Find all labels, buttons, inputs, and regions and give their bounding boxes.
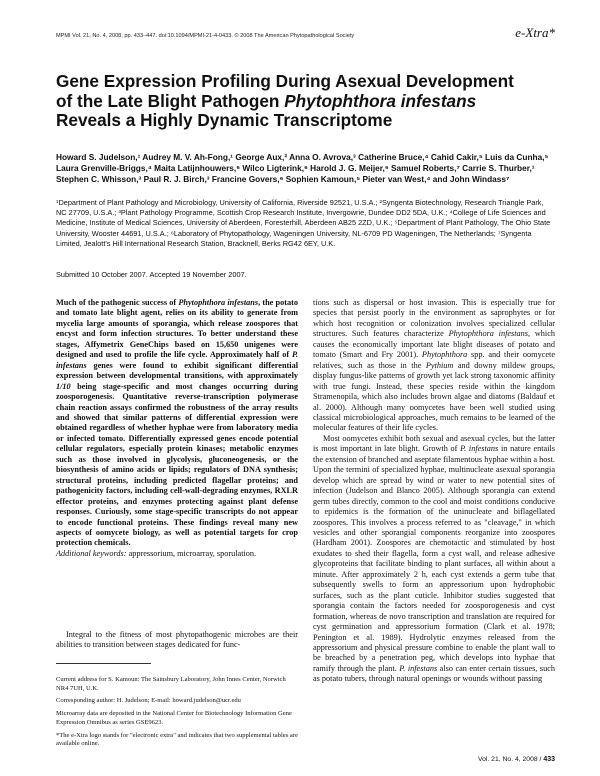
author-list: Howard S. Judelson,¹ Audrey M. V. Ah-Fong,¹ George Aux,² Anna O. Avrova,³ Catherine Bruce,⁴ Cahid Cakir,⁵ Luis da Cunha,⁵ Laura Grenville-Briggs,⁴ Maita Latijnhouwers,⁶ Wilco Ligterink,⁶ Harold J. G. Meijer,⁶ Samuel Roberts,⁷ Carrie S. Thurber,¹ Stephen C. Whisson,³ Paul R. J. Birch,³ Francine Govers,⁶ Sophien Kamoun,⁵ Pieter van West,⁴ and John Windass⁷ <box>56 152 549 185</box>
title-line-3: Reveals a Highly Dynamic Transcriptome <box>56 110 393 130</box>
page-number: 433 <box>543 756 555 763</box>
submission-dates: Submitted 10 October 2007. Accepted 19 November 2007. <box>56 270 247 279</box>
data-deposit-note: Microarray data are deposited in the National Center for Biotechnology Information Gene Expression Omnibus as series GSE9623. <box>56 710 292 726</box>
keywords: Additional keywords: appressorium, microarray, sporulation. <box>56 548 257 558</box>
e-xtra-logo: e-Xtra* <box>515 25 555 40</box>
article-title <box>56 72 556 131</box>
body-paragraph-2: Most oomycetes exhibit both sexual and asexual cycles, but the latter is most important in late blight. Growth of P. infestans in nature entails the extension of branched and aseptate filamentous hyphae within a host. Upon the termini of specialized hyphae, multinucleate asexual sporangia develop which are spread by wind or water to new potential sites of infection (Judelson and Blanco 2005). Although sporangia can extend germ tubes directly, common to the cool and moist conditions conducive to epidemics is the formation of the uninucleate and biflagellated zoospores. This involves a process referred to as "cleavage," in which vesicles and other sporangial components reorganize into zoospores (Hardham 2001). Zoospores are chemotactic and stimulated by host exudates to shed their flagella, form a cyst wall, and release adhesive glycoproteins that facilitate binding to plant surfaces, all within about a minute. After approximately 2 h, each cyst extends a germ tube that subsequently swells to form an appressorium upon hydrophobic surfaces, such as the plant cuticle. Inhibitor studies suggested that sporangia contain the factors needed for zoosporogenesis and cyst formation, whereas de novo transcription and translation are required for cyst germination and appressorium formation (Clark et al. 1978; Penington et al. 1989). Hydrolytic enzymes released from the appressorium and physical pressure combine to enable the plant wall to be breached by a penetration peg, which develops into hyphae that ramify through the plant. P. infestans also can enter certain tissues, such as potato tubers, through natural openings or wounds without passing <box>313 433 556 684</box>
body-paragraph-1: tions such as dispersal or host invasion. This is especially true for species that persist poorly in the environment as saprophytes or for which host recognition or colonization involves specialized cellular structures. Such features characterize Phytophthora infestans, which causes the economically important late blight diseases of potato and tomato (Smart and Fry 2001). Phytophthora spp. and their oomycete relatives, such as those in the Pythium and downy mildew groups, display fungus-like patterns of growth yet lack strong taxonomic affinity with true fungi. Instead, these species reside within the kingdom Stramenopila, which also includes brown algae and diatoms (Baldauf et al. 2000). Although many oomycetes have been well studied using classical microbiological approaches, much remains to be learned of the molecular features of their life cycles. <box>313 298 555 433</box>
footnotes <box>56 676 298 753</box>
journal-header: MPMI Vol. 21, No. 4, 2008, pp. 433–447. doi:10.1094/MPMI-21-4-0433. © 2008 The American Phytopathological Society <box>56 33 355 39</box>
e-xtra-note: *The e-Xtra logo stands for "electronic extra" and indicates that two supplemental tables are available online. <box>56 731 298 748</box>
title-line-2: of the Late Blight Pathogen Phytophthora infestans <box>56 90 477 111</box>
introduction-start: Integral to the fitness of most phytopathogenic microbes are their abilities to transition between stages dedicated for func- <box>56 630 298 650</box>
corresponding-author-note: Corresponding author: H. Judelson; E-mail: howard.judelson@ucr.edu <box>56 697 241 705</box>
footnote-divider <box>56 663 151 664</box>
right-column <box>313 298 555 685</box>
page-footer: Vol. 21, No. 4, 2008 / 433 <box>477 756 555 763</box>
title-line-1: Gene Expression Profiling During Asexual Development <box>56 71 514 91</box>
current-address-note: Current address for S. Kamoun: The Sainsbury Laboratory, John Innes Center, Norwich NR4 7UH, U.K. <box>56 676 286 692</box>
abstract: Much of the pathogenic success of Phytophthora infestans, the potato and tomato late blight agent, relies on its ability to generate from mycelia large amounts of sporangia, which release zoospores that encyst and form infection structures. To better understand these stages, Affymetrix GeneChips based on 15,650 unigenes were designed and used to profile the life cycle. Approximately half of P. infestans genes were found to exhibit significant differential expression between developmental transitions, with approximately 1/10 being stage-specific and most changes occurring during zoosporogenesis. Quantitative reverse-transcription polymerase chain reaction assays confirmed the robustness of the array results and showed that similar patterns of differential expression were obtained regardless of whether hyphae were from laboratory media or infected tomato. Differentially expressed genes encode potential cellular regulators, especially protein kinases; metabolic enzymes such as those involved in glycolysis, gluconeogenesis, or the biosynthesis of amino acids or lipids; regulators of DNA synthesis; structural proteins, including predicted flagellar proteins; and pathogenicity factors, including cell-wall-degrading enzymes, RXLR effector proteins, and enzymes protecting against plant defense responses. Curiously, some stage-specific transcripts do not appear to encode functional proteins. These findings reveal many new aspects of oomycete biology, as well as potential targets for crop protection chemicals. <box>56 298 299 548</box>
affiliations: ¹Department of Plant Pathology and Microbiology, University of California, Riverside 92521, U.S.A.; ²Syngenta Biotechnology, Research Triangle Park, NC 27709, U.S.A.; ³Plant Pathology Programme, Scottish Crop Research Institute, Invergowrie, Dundee DD2 5DA, U.K.; ⁴College of Life Sciences and Medicine, Institute of Medical Sciences, University of Aberdeen, Foresterhill, Aberdeen AB25 2ZD, U.K.; ⁵Department of Plant Pathology, The Ohio State University, Wooster 44691, U.S.A.; ⁶Laboratory of Phytopathology, Wageningen University, NL-6709 PD Wageningen, The Netherlands; ⁷Syngenta Limited, Jealott's Hill International Research Station, Bracknell, Berks RG42 6EY, U.K. <box>56 198 551 248</box>
left-column <box>56 298 298 559</box>
